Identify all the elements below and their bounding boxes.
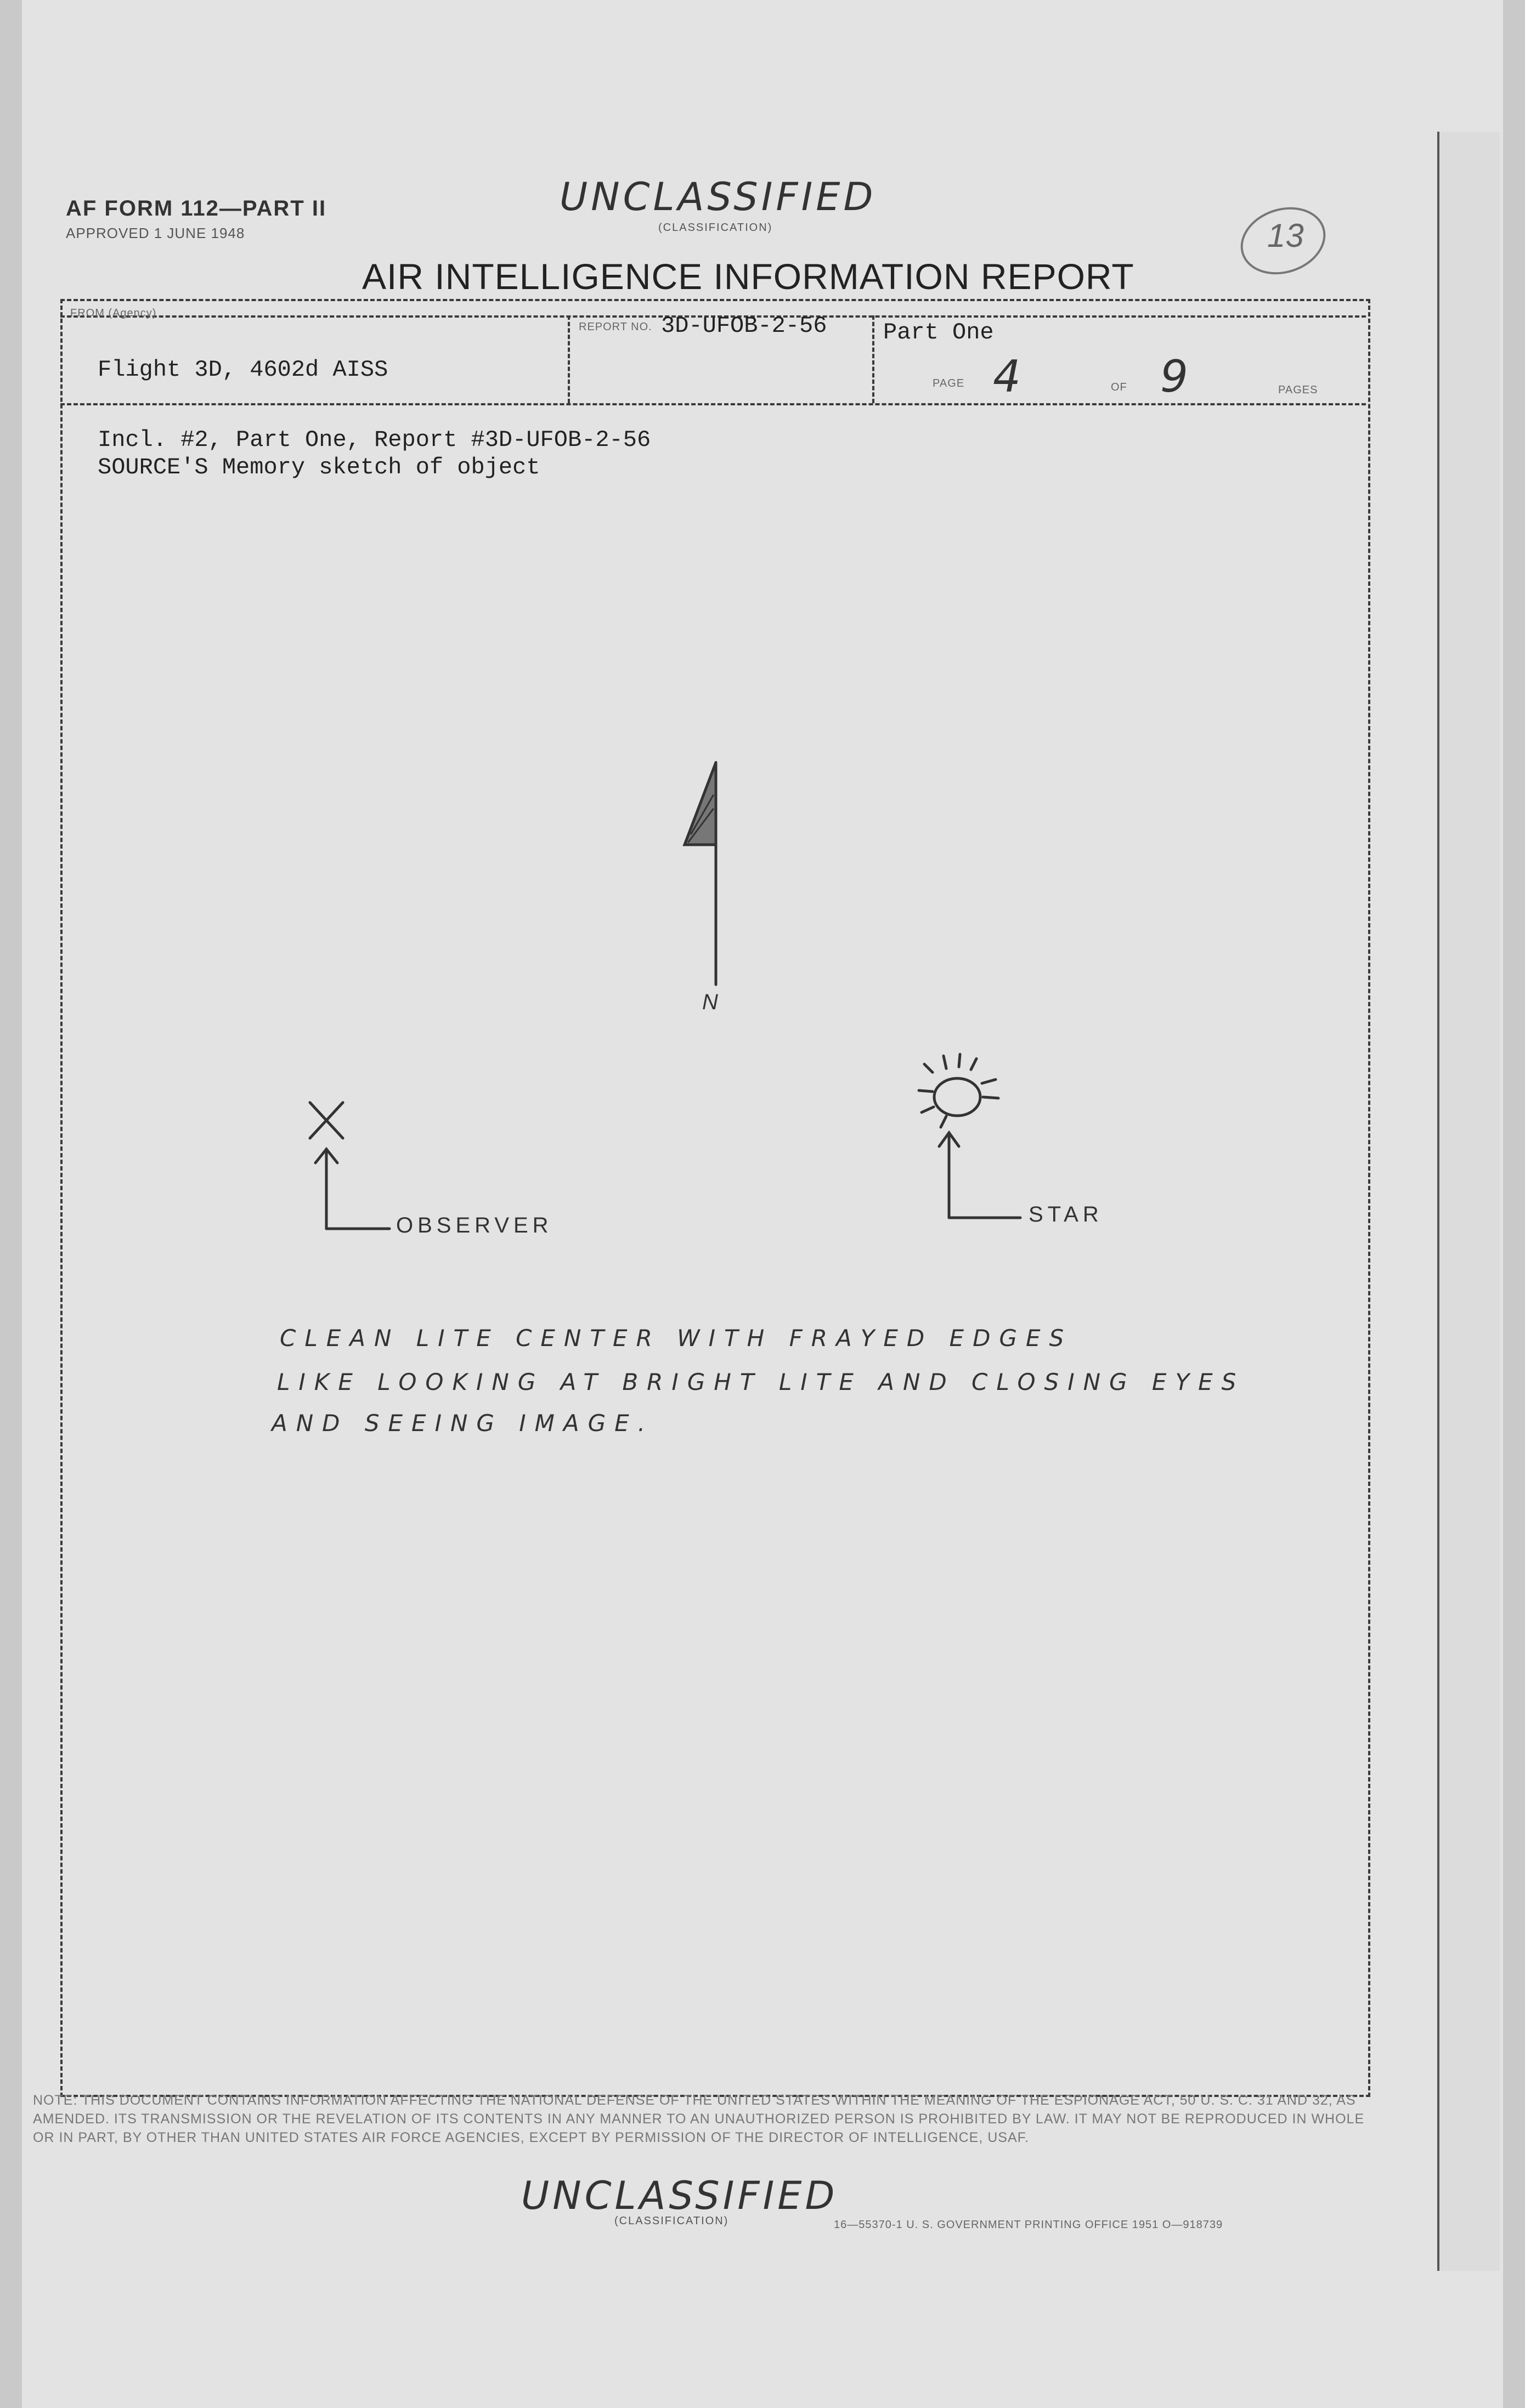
north-label: N xyxy=(702,990,722,1014)
gpo-imprint: 16—55370-1 U. S. GOVERNMENT PRINTING OFFICE 1951 O—918739 xyxy=(834,2219,1223,2231)
body-line-2: SOURCE'S Memory sketch of object xyxy=(98,454,540,481)
classification-caption-bottom: (CLASSIFICATION) xyxy=(614,2215,729,2227)
north-arrow xyxy=(685,762,716,985)
classification-top-text: UNCLASSIFIED xyxy=(560,174,877,219)
caption-line-2: LIKE LOOKING AT BRIGHT LITE AND CLOSING EYES xyxy=(277,1369,1245,1395)
approved-date: APPROVED 1 JUNE 1948 xyxy=(66,225,245,241)
observer-label: OBSERVER xyxy=(396,1213,553,1237)
page-value: 4 xyxy=(993,351,1021,402)
classification-caption-top: (CLASSIFICATION) xyxy=(658,222,773,234)
of-value: 9 xyxy=(1160,351,1188,402)
form-id: AF FORM 112—PART II xyxy=(66,196,327,221)
from-label: FROM (Agency) xyxy=(70,307,157,319)
page-label: PAGE xyxy=(933,377,965,389)
caption-line-3: AND SEEING IMAGE. xyxy=(272,1410,654,1437)
classification-bottom: UNCLASSIFIED xyxy=(521,2173,838,2218)
corner-number: 13 xyxy=(1267,217,1304,254)
star-mark xyxy=(919,1054,1020,1218)
observer-mark xyxy=(310,1103,389,1229)
report-title: AIR INTELLIGENCE INFORMATION REPORT xyxy=(362,256,1134,297)
part-value: Part One xyxy=(883,319,994,346)
security-note: NOTE: THIS DOCUMENT CONTAINS INFORMATION AFFECTING THE NATIONAL DEFENSE OF THE UNITED STATES WITHIN THE MEANING OF THE ESPIONAGE ACT, 50 U. S. C. 31 AND 32, AS AMENDED. ITS TRANSMISSION OR THE REVELATION OF ITS CONTENTS IN ANY MANNER TO AN UNAUTHORIZED PERSON IS PROHIBITED BY LAW. IT MAY NOT BE REPRODUCED IN WHOLE OR IN PART, BY OTHER THAN UNITED STATES AIR FORCE AGENCIES, EXCEPT BY PERMISSION OF THE DIRECTOR OF INTELLIGENCE, USAF. xyxy=(33,2093,1365,2145)
pages-label: PAGES xyxy=(1278,384,1318,396)
body-line-1: Incl. #2, Part One, Report #3D-UFOB-2-56 xyxy=(98,427,651,453)
caption-line-1: CLEAN LITE CENTER WITH FRAYED EDGES xyxy=(280,1325,1073,1352)
of-label: OF xyxy=(1111,381,1127,393)
from-value: Flight 3D, 4602d AISS xyxy=(98,357,388,383)
report-no-value: 3D-UFOB-2-56 xyxy=(661,313,827,339)
report-no-label: REPORT NO. xyxy=(579,321,652,333)
star-label: STAR xyxy=(1029,1202,1103,1226)
